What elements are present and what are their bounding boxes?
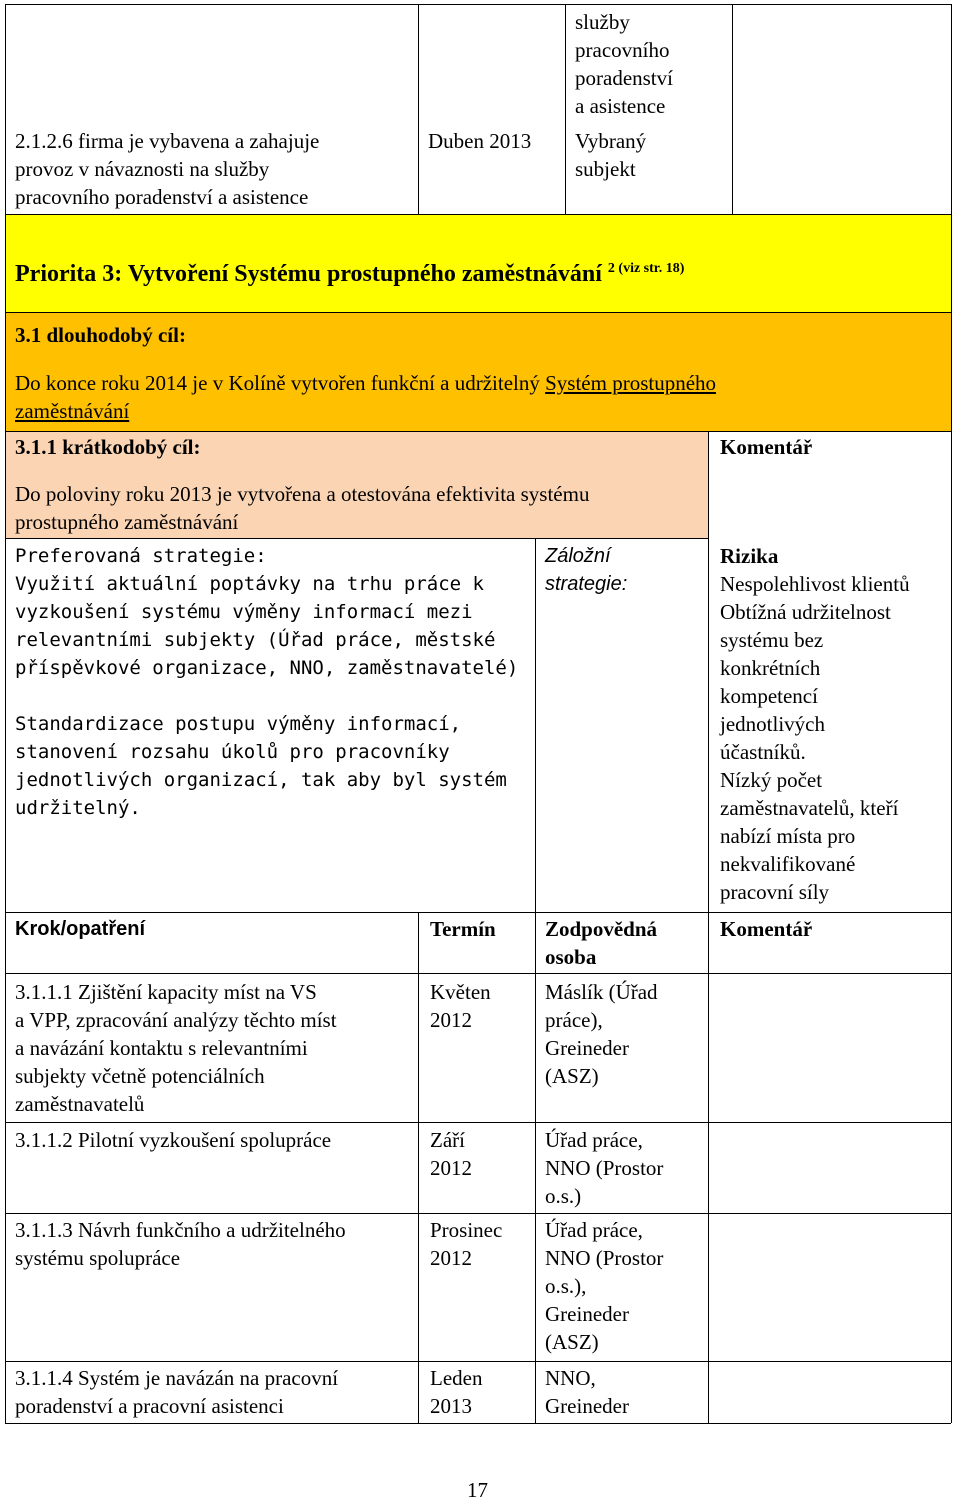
step-responsible-line: Úřad práce,	[545, 1128, 643, 1152]
preferred-strategy-heading: Preferovaná strategie:	[15, 545, 267, 567]
step-responsible-line: NNO (Prostor	[545, 1156, 664, 1180]
long-term-text: Do konce roku 2014 je v Kolíně vytvořen funkční a udržitelný Systém prostupného	[15, 371, 717, 395]
responsible-line: a asistence	[575, 94, 666, 118]
preferred-strategy-line: udržitelný.	[15, 797, 141, 819]
step-text-line: zaměstnavatelů	[15, 1092, 145, 1116]
footnote-ref: 2 (viz str. 18)	[607, 261, 685, 276]
preferred-strategy-line: stanovení rozsahu úkolů pro pracovníky	[15, 741, 450, 763]
page-number: 17	[467, 1478, 488, 1502]
step-responsible-line: o.s.)	[545, 1184, 582, 1208]
preferred-strategy-line: Standardizace postupu výměny informací,	[15, 713, 462, 735]
long-term-heading: 3.1 dlouhodobý cíl:	[15, 323, 186, 347]
risk-line: pracovní síly	[720, 880, 830, 904]
step-responsible-line: práce),	[545, 1008, 603, 1032]
step-term-line: Prosinec	[430, 1218, 503, 1242]
preferred-strategy-line: relevantními subjekty (Úřad práce, městské	[15, 629, 496, 651]
risk-line: účastníků.	[720, 740, 806, 764]
risks-heading: Rizika	[720, 544, 779, 568]
risk-line: kompetencí	[720, 684, 818, 708]
column-header-responsible: osoba	[545, 945, 597, 969]
responsible-line: pracovního	[575, 38, 670, 62]
comment-heading: Komentář	[720, 435, 813, 459]
step-term-line: 2012	[430, 1156, 472, 1180]
step-responsible-line: Úřad práce,	[545, 1218, 643, 1242]
step-text-line: 3.1.1.3 Návrh funkčního a udržitelného	[15, 1218, 346, 1242]
step-responsible-line: Greineder	[545, 1302, 629, 1326]
responsible-line: Vybraný	[575, 129, 647, 153]
step-term-line: Září	[430, 1128, 465, 1152]
step-text-line: systému spolupráce	[15, 1246, 181, 1270]
responsible-line: subjekt	[575, 157, 636, 181]
preferred-strategy-line: příspěvkové organizace, NNO, zaměstnavatelé)	[15, 657, 519, 679]
step-responsible-line: o.s.),	[545, 1274, 587, 1298]
risk-line: systému bez	[720, 628, 824, 652]
step-term-line: Leden	[430, 1366, 483, 1390]
step-text-line: 3.1.1.4 Systém je navázán na pracovní	[15, 1366, 339, 1390]
backup-strategy-heading: Záložní	[545, 545, 611, 567]
short-term-heading: 3.1.1 krátkodobý cíl:	[15, 435, 201, 459]
responsible-line: poradenství	[575, 66, 673, 90]
task-description-line: pracovního poradenství a asistence	[15, 185, 309, 209]
backup-strategy-heading: strategie:	[545, 573, 628, 595]
step-term-line: 2012	[430, 1246, 472, 1270]
step-responsible-line: NNO (Prostor	[545, 1246, 664, 1270]
risk-line: zaměstnavatelů, kteří	[720, 796, 899, 820]
step-responsible-line: NNO,	[545, 1366, 596, 1390]
risk-line: konkrétních	[720, 656, 821, 680]
risk-line: Nespolehlivost klientů	[720, 572, 910, 596]
short-term-text-line: Do poloviny roku 2013 je vytvořena a otestována efektivita systému	[15, 482, 590, 506]
step-text-line: 3.1.1.1 Zjištění kapacity míst na VS	[15, 980, 317, 1004]
preferred-strategy-line: vyzkoušení systému výměny informací mezi	[15, 601, 473, 623]
system-link[interactable]: Systém prostupného	[545, 371, 717, 395]
responsible-line: služby	[575, 10, 630, 34]
task-description-line: provoz v návaznosti na služby	[15, 157, 270, 181]
step-text-line: a navázání kontaktu s relevantními	[15, 1036, 308, 1060]
step-responsible-line: (ASZ)	[545, 1330, 599, 1354]
step-text-line: poradenství a pracovní asistenci	[15, 1394, 284, 1418]
priority-title: Priorita 3: Vytvoření Systému prostupného zaměstnávání $^{2 (viz str. 18)}$	[15, 261, 685, 287]
short-term-text-line: prostupného zaměstnávání	[15, 510, 239, 534]
step-responsible-line: Greineder	[545, 1036, 629, 1060]
column-header-term: Termín	[430, 917, 496, 941]
step-text-line: subjekty včetně potenciálních	[15, 1064, 265, 1088]
step-responsible-line: (ASZ)	[545, 1064, 599, 1088]
system-link-continued[interactable]: zaměstnávání	[15, 399, 130, 423]
risk-line: Nízký počet	[720, 768, 823, 792]
column-header-responsible: Zodpovědná	[545, 917, 658, 941]
step-term-line: 2013	[430, 1394, 472, 1418]
risk-line: nekvalifikované	[720, 852, 856, 876]
step-responsible-line: Máslík (Úřad	[545, 980, 658, 1004]
column-header-step: Krok/opatření	[15, 918, 146, 940]
task-description-line: 2.1.2.6 firma je vybavena a zahajuje	[15, 129, 320, 153]
risk-line: Obtížná udržitelnost	[720, 600, 891, 624]
risk-line: nabízí místa pro	[720, 824, 856, 848]
preferred-strategy-line: jednotlivých organizací, tak aby byl systém	[15, 769, 507, 791]
step-responsible-line: Greineder	[545, 1394, 629, 1418]
column-header-comment: Komentář	[720, 917, 813, 941]
step-text-line: 3.1.1.2 Pilotní vyzkoušení spolupráce	[15, 1128, 332, 1152]
step-text-line: a VPP, zpracování analýzy těchto míst	[15, 1008, 337, 1032]
task-date: Duben 2013	[428, 129, 532, 153]
risk-line: jednotlivých	[720, 712, 825, 736]
step-term-line: 2012	[430, 1008, 472, 1032]
step-term-line: Květen	[430, 980, 491, 1004]
preferred-strategy-line: Využití aktuální poptávky na trhu práce k	[15, 573, 484, 595]
